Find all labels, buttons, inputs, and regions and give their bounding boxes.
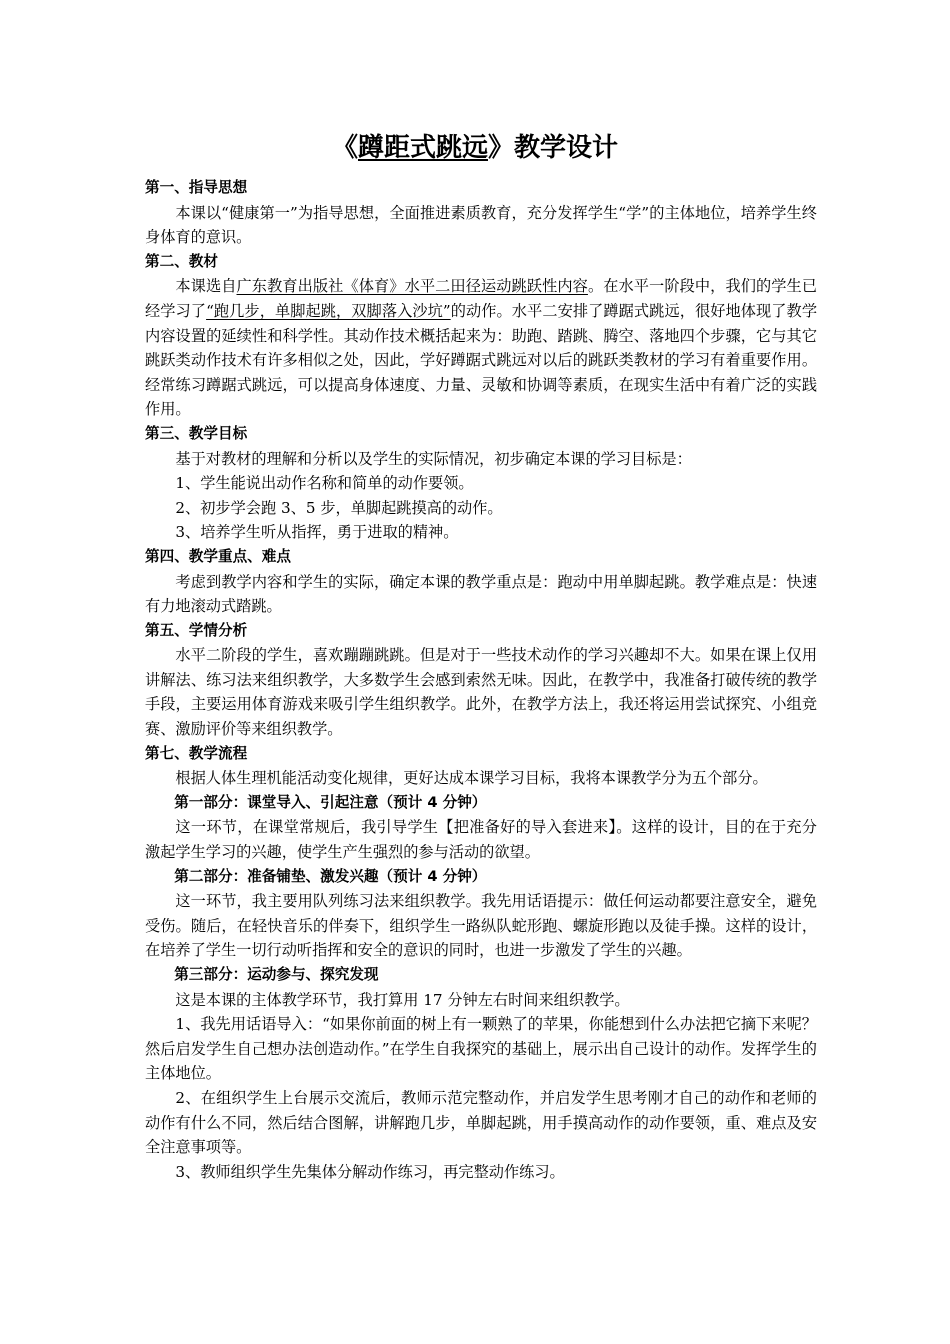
textbook-text-b: 。在水平一阶段中，我们的学生已经学习了 (145, 277, 818, 320)
part3-paragraph-1: 这是本课的主体教学环节，我打算用 17 分钟左右时间来组织教学。 (175, 990, 630, 1009)
document-body (145, 176, 817, 1184)
part3-paragraph-4: 3、教师组织学生先集体分解动作练习，再完整动作练习。 (175, 1162, 565, 1181)
part2-paragraph: 这一环节，我主要用队列练习法来组织教学。我先用话语提示：做任何运动都要注意安全，避免受伤。随后，在轻快音乐的伴奏下，组织学生一路纵队蛇形跑、螺旋形跑以及徒手操。这样的设计，在培养了学生一切行动听指挥和安全的意识的同时，也进一步激发了学生的兴趣。 (145, 892, 817, 960)
section-heading-textbook: 第二、教材 (145, 252, 218, 270)
paragraph-textbook (145, 274, 817, 422)
paragraph-key-points: 考虑到教学内容和学生的实际，确定本课的教学重点是：跑动中用单脚起跳。教学难点是：快速有力地滚动式踏跳。 (145, 572, 817, 616)
paragraph-student-analysis: 水平二阶段的学生，喜欢蹦蹦跳跳。但是对于一些技术动作的学习兴趣却不大。如果在课上仅用讲解法、练习法来组织教学，大多数学生会感到索然无味。因此，在教学中，我准备打破传统的教学手段，主要运用体育游戏来吸引学生组织教学。此外，在教学方法上，我还将运用尝试探究、小组竞赛、激励评价等来组织教学。 (145, 646, 817, 739)
document-title (0, 128, 950, 168)
section-heading-teaching-process: 第七、教学流程 (145, 744, 248, 762)
section-heading-guiding-idea: 第一、指导思想 (145, 179, 248, 196)
title-open-bracket: 《 (331, 133, 358, 163)
section-heading-student-analysis: 第五、学情分析 (145, 621, 248, 639)
textbook-prior-skill-underlined: “跑几步，单脚起跳，双脚落入沙坑” (206, 301, 451, 320)
part1-heading: 第一部分：课堂导入、引起注意（预计 4 分钟） (174, 793, 487, 811)
part3-heading: 第三部分：运动参与、探究发现 (174, 966, 379, 983)
paragraph-goals-intro: 基于对教材的理解和分析以及学生的实际情况，初步确定本课的学习目标是： (175, 449, 692, 468)
paragraph-process-intro: 根据人体生理机能活动变化规律，更好达成本课学习目标，我将本课教学分为五个部分。 (175, 769, 768, 788)
paragraph-guiding-idea: 本课以“健康第一”为指导思想，全面推进素质教育，充分发挥学生“学”的主体地位，培养学生终身体育的意识。 (145, 203, 817, 247)
part1-paragraph: 这一环节，在课堂常规后，我引导学生【把准备好的导入套进来】。这样的设计，目的在于充分激起学生学习的兴趣，使学生产生强烈的参与活动的欲望。 (145, 818, 817, 862)
part3-paragraph-2: 1、我先用话语导入：“如果你前面的树上有一颗熟了的苹果，你能想到什么办法把它摘下来呢？然后启发学生自己想办法创造动作。”在学生自我探究的基础上，展示出自己设计的动作。发挥学生的主体地位。 (145, 1015, 817, 1083)
section-heading-key-points: 第四、教学重点、难点 (145, 547, 291, 565)
goal-item-3: 3、培养学生听从指挥，勇于进取的精神。 (175, 523, 459, 542)
section-heading-goals: 第三、教学目标 (145, 424, 248, 442)
part2-heading: 第二部分：准备铺垫、激发兴趣（预计 4 分钟） (174, 867, 487, 885)
textbook-source-underlined: 广东教育出版社《体育》水平二田径运动跳跃性内容 (236, 277, 588, 296)
textbook-text-a: 本课选自 (175, 277, 237, 296)
textbook-text-c: 的动作。水平二安排了蹲踞式跳远，很好地体现了教学内容设置的延续性和科学性。其动作技术概括起来为：助跑、踏跳、腾空、落地四个步骤，它与其它跳跃类动作技术有许多相似之处，因此，学好蹲踞式跳远对以后的跳跃类教材的学习有着重要作用。经常练习蹲踞式跳远，可以提高身体速度、力量、灵敏和协调等素质，在现实生活中有着广泛的实践作用。 (145, 301, 818, 419)
title-underlined-text: 蹲距式跳远 (357, 133, 488, 163)
part3-paragraph-3: 2、在组织学生上台展示交流后，教师示范完整动作，并启发学生思考刚才自己的动作和老师的动作有什么不同，然后结合图解，讲解跑几步，单脚起跳，用手摸高动作的动作要领，重、难点及安全注意事项等。 (145, 1088, 817, 1157)
goal-item-1: 1、学生能说出动作名称和简单的动作要领。 (175, 474, 474, 493)
title-close-text: 》教学设计 (488, 133, 619, 163)
goal-item-2: 2、初步学会跑 3、5 步，单脚起跳摸高的动作。 (175, 498, 503, 517)
